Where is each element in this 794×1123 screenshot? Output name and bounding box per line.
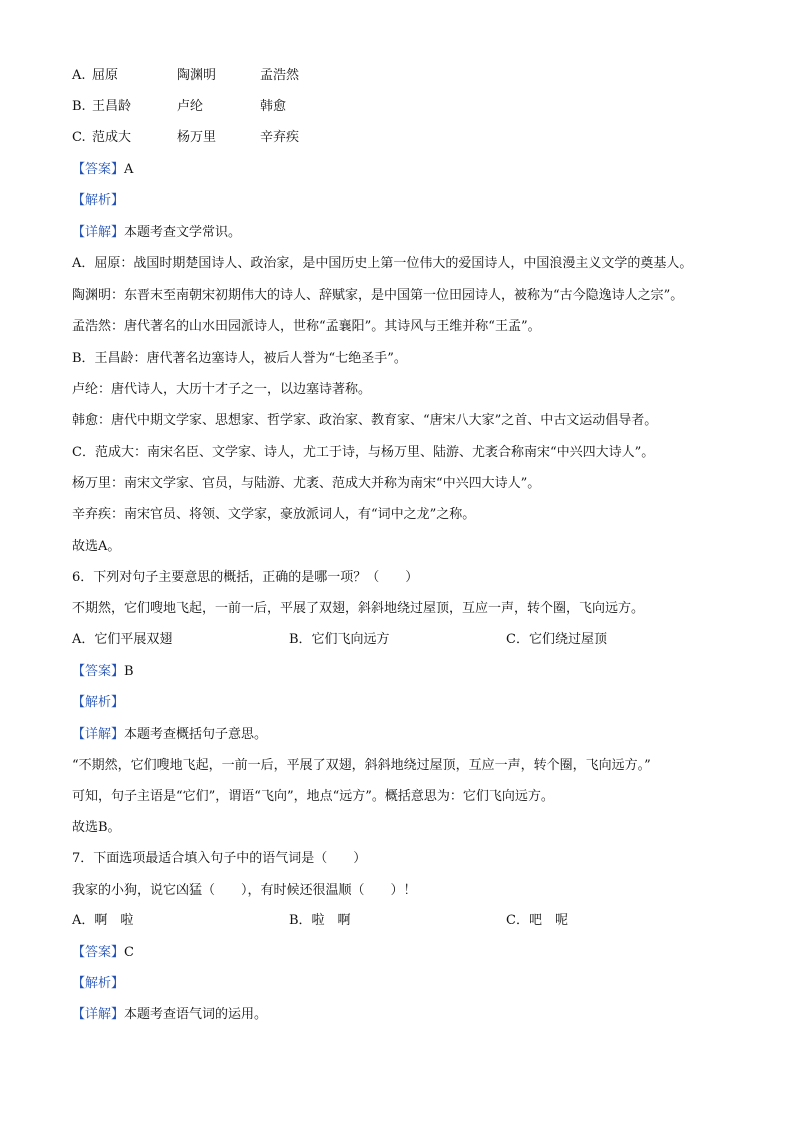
option-item: 杨万里 <box>177 130 217 145</box>
answer-tag: 【答案】 <box>72 945 125 960</box>
q6-analysis <box>72 695 124 711</box>
q6-answer <box>72 664 134 680</box>
q5-line: 杨万里：南宋文学家、官员，与陆游、尤袤、范成大并称为南宋“中兴四大诗人”。 <box>72 476 541 491</box>
q5-line: 韩愈：唐代中期文学家、思想家、哲学家、政治家、教育家、“唐宋八大家”之首、中古文运动倡导者。 <box>72 413 658 428</box>
q7-analysis <box>72 976 124 992</box>
q7-question: 7．下面选项最适合填入句子中的语气词是（ ） <box>72 851 367 866</box>
option-item: 韩愈 <box>260 99 287 114</box>
q5-line: 故选A。 <box>72 539 121 554</box>
q5-analysis <box>72 193 124 209</box>
option-item: 屈原 <box>92 68 119 83</box>
option-item: 王昌龄 <box>92 99 132 114</box>
analysis-tag: 【解析】 <box>72 976 125 991</box>
answer-tag: 【答案】 <box>72 664 125 679</box>
q6-line: “不期然，它们嗖地飞起，一前一后，平展了双翅，斜斜地绕过屋顶，互应一声，转个圈，飞向远方。” <box>72 758 651 773</box>
detail-tag: 【详解】 <box>72 225 125 240</box>
option-item: 卢纶 <box>177 99 204 114</box>
option-item: 辛弃疾 <box>260 130 300 145</box>
answer-value: C <box>124 945 134 960</box>
detail-tag: 【详解】 <box>72 727 125 742</box>
q6-option-a: A．它们平展双翅 <box>72 632 173 647</box>
q5-detail <box>72 225 241 241</box>
analysis-tag: 【解析】 <box>72 193 125 208</box>
analysis-tag: 【解析】 <box>72 695 125 710</box>
q6-option-c: C．它们绕过屋顶 <box>506 632 607 647</box>
detail-tag: 【详解】 <box>72 1007 125 1022</box>
option-item: 陶渊明 <box>177 68 217 83</box>
answer-tag: 【答案】 <box>72 162 125 177</box>
answer-value: A <box>124 162 134 177</box>
q7-option-a: A．啊 啦 <box>72 913 134 928</box>
q6-line: 故选B。 <box>72 820 121 835</box>
q7-answer <box>72 945 134 961</box>
q6-option-b: B．它们飞向远方 <box>289 632 390 647</box>
q5-line: 辛弃疾：南宋官员、将领、文学家，豪放派词人，有“词中之龙”之称。 <box>72 507 476 522</box>
q7-option-c: C．吧 呢 <box>506 913 568 928</box>
detail-text: 本题考查概括句子意思。 <box>124 727 268 742</box>
q6-line: 可知，句子主语是“它们”，谓语“飞向”，地点“远方”。概括意思为：它们飞向远方。 <box>72 789 554 804</box>
detail-text: 本题考查文学常识。 <box>124 225 242 240</box>
q7-option-b: B．啦 啊 <box>289 913 351 928</box>
q7-detail <box>72 1007 267 1023</box>
q6-detail <box>72 727 267 743</box>
q5-line: C．范成大：南宋名臣、文学家、诗人，尤工于诗，与杨万里、陆游、尤袤合称南宋“中兴四大诗人”。 <box>72 445 655 460</box>
q5-line: 孟浩然：唐代著名的山水田园派诗人，世称“孟襄阳”。其诗风与王维并称“王孟”。 <box>72 319 541 334</box>
option-label: B. <box>72 99 86 114</box>
q7-sentence: 我家的小狗，说它凶猛（ ），有时候还很温顺（ ）！ <box>72 883 417 898</box>
q5-answer <box>72 162 133 178</box>
q5-line: A．屈原：战国时期楚国诗人、政治家，是中国历史上第一位伟大的爱国诗人，中国浪漫主义文学的奠基人。 <box>72 256 693 271</box>
q5-line: B．王昌龄：唐代著名边塞诗人，被后人誉为“七绝圣手”。 <box>72 351 407 366</box>
detail-text: 本题考查语气词的运用。 <box>124 1007 268 1022</box>
q6-question: 6．下列对句子主要意思的概括，正确的是哪一项？（ ） <box>72 570 419 585</box>
option-item: 孟浩然 <box>260 68 300 83</box>
q5-line: 陶渊明：东晋末至南朝宋初期伟大的诗人、辞赋家，是中国第一位田园诗人，被称为“古今隐逸诗人之宗”。 <box>72 288 684 303</box>
option-label: A. <box>72 68 86 83</box>
q5-line: 卢纶：唐代诗人，大历十才子之一，以边塞诗著称。 <box>72 382 372 397</box>
option-label: C. <box>72 130 86 145</box>
answer-value: B <box>124 664 134 679</box>
q6-sentence: 不期然，它们嗖地飞起，一前一后，平展了双翅，斜斜地绕过屋顶，互应一声，转个圈，飞向远方。 <box>72 601 645 616</box>
option-item: 范成大 <box>92 130 132 145</box>
